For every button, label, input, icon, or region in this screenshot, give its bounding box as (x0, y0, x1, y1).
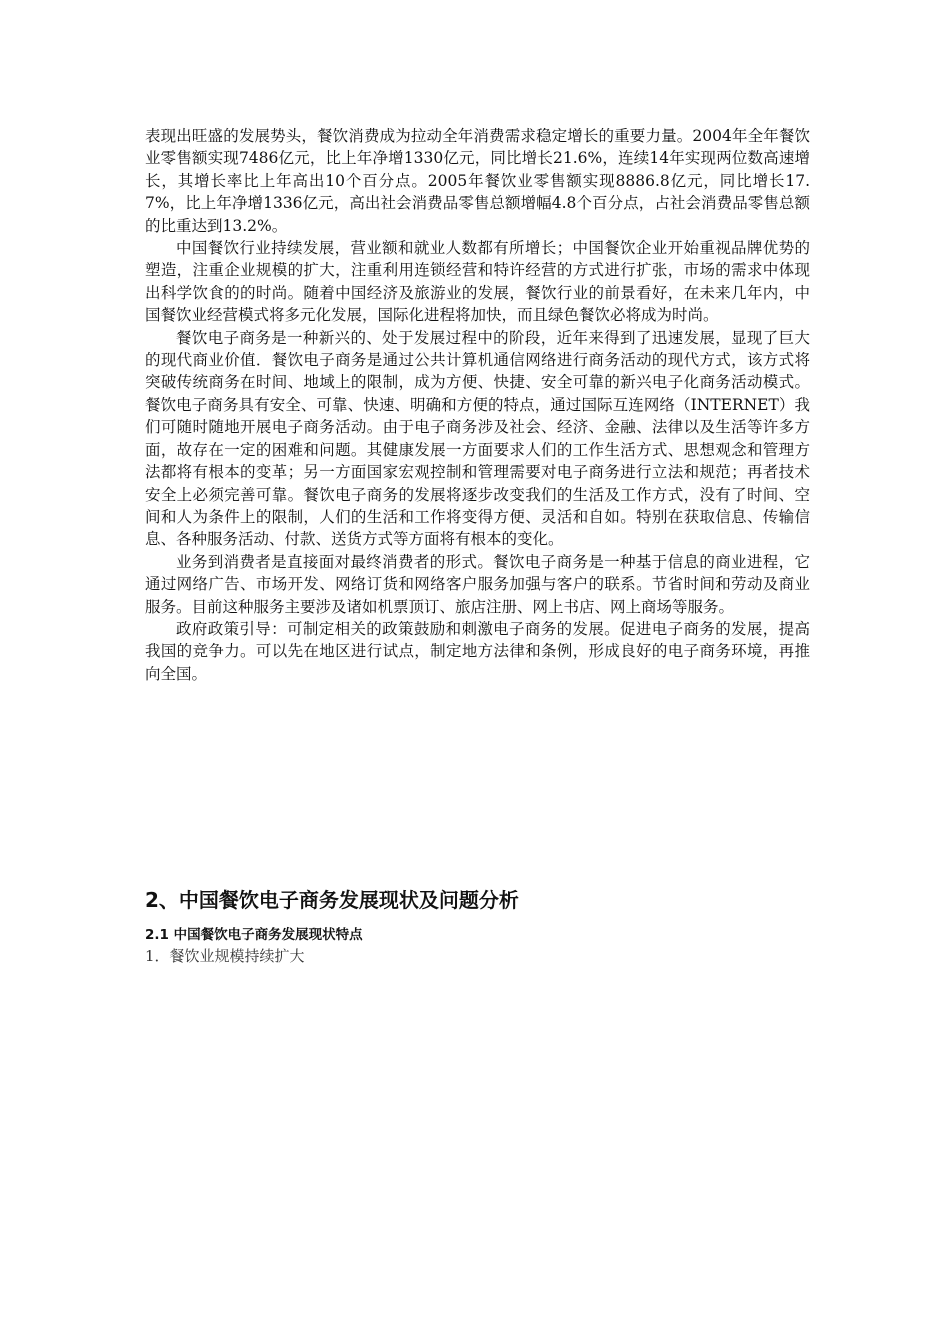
subsection-heading: 2.1 中国餐饮电子商务发展现状特点 (145, 927, 363, 943)
document-body (145, 125, 810, 685)
paragraph-industry-development: 中国餐饮行业持续发展，营业额和就业人数都有所增长；中国餐饮企业开始重视品牌优势的塑造，注重企业规模的扩大，注重利用连锁经营和特许经营的方式进行扩张，市场的需求中体现出科学饮食的的时尚。随着中国经济及旅游业的发展，餐饮行业的前景看好，在未来几年内，中国餐饮业经营模式将多元化发展，国际化进程将加快，而且绿色餐饮必将成为时尚。 (145, 239, 810, 325)
list-item: 1．餐饮业规模持续扩大 (145, 947, 305, 965)
paragraph-retail-growth: 表现出旺盛的发展势头，餐饮消费成为拉动全年消费需求稳定增长的重要力量。2004年全年餐饮业零售额实现7486亿元，比上年净增1330亿元，同比增长21.6%，连续14年实现两位数高速增长，其增长率比上年高出10个百分点。2005年餐饮业零售额实现8886.8亿元，同比增长17.7%，比上年净增1336亿元，高出社会消费品零售总额增幅4.8个百分点，占社会消费品零售总额的比重达到13.2%。 (145, 127, 810, 235)
paragraph-government-policy: 政府政策引导：可制定相关的政策鼓励和刺激电子商务的发展。促进电子商务的发展，提高我国的竞争力。可以先在地区进行试点，制定地方法律和条例，形成良好的电子商务环境，再推向全国。 (145, 619, 810, 683)
paragraph-ecommerce-overview: 餐饮电子商务是一种新兴的、处于发展过程中的阶段，近年来得到了迅速发展，显现了巨大的现代商业价值．餐饮电子商务是通过公共计算机通信网络进行商务活动的现代方式，该方式将突破传统商务在时间、地域上的限制，成为方便、快捷、安全可靠的新兴电子化商务活动模式。餐饮电子商务具有安全、可靠、快速、明确和方便的特点，通过国际互连网络（INTERNET）我们可随时随地开展电子商务活动。由于电子商务涉及社会、经济、金融、法律以及生活等许多方面，故存在一定的困难和问题。其健康发展一方面要求人们的工作生活方式、思想观念和管理方法都将有根本的变革；另一方面国家宏观控制和管理需要对电子商务进行立法和规范；再者技术安全上必须完善可靠。餐饮电子商务的发展将逐步改变我们的生活及工作方式，没有了时间、空间和人为条件上的限制，人们的生活和工作将变得方便、灵活和自如。特别在获取信息、传输信息、各种服务活动、付款、送货方式等方面将有根本的变化。 (145, 328, 810, 549)
paragraph-b2c: 业务到消费者是直接面对最终消费者的形式。餐饮电子商务是一种基于信息的商业进程，它通过网络广告、市场开发、网络订货和网络客户服务加强与客户的联系。节省时间和劳动及商业服务。目前这种服务主要涉及诸如机票顶订、旅店注册、网上书店、网上商场等服务。 (145, 552, 810, 616)
section-heading: 2、中国餐饮电子商务发展现状及问题分析 (145, 888, 519, 912)
